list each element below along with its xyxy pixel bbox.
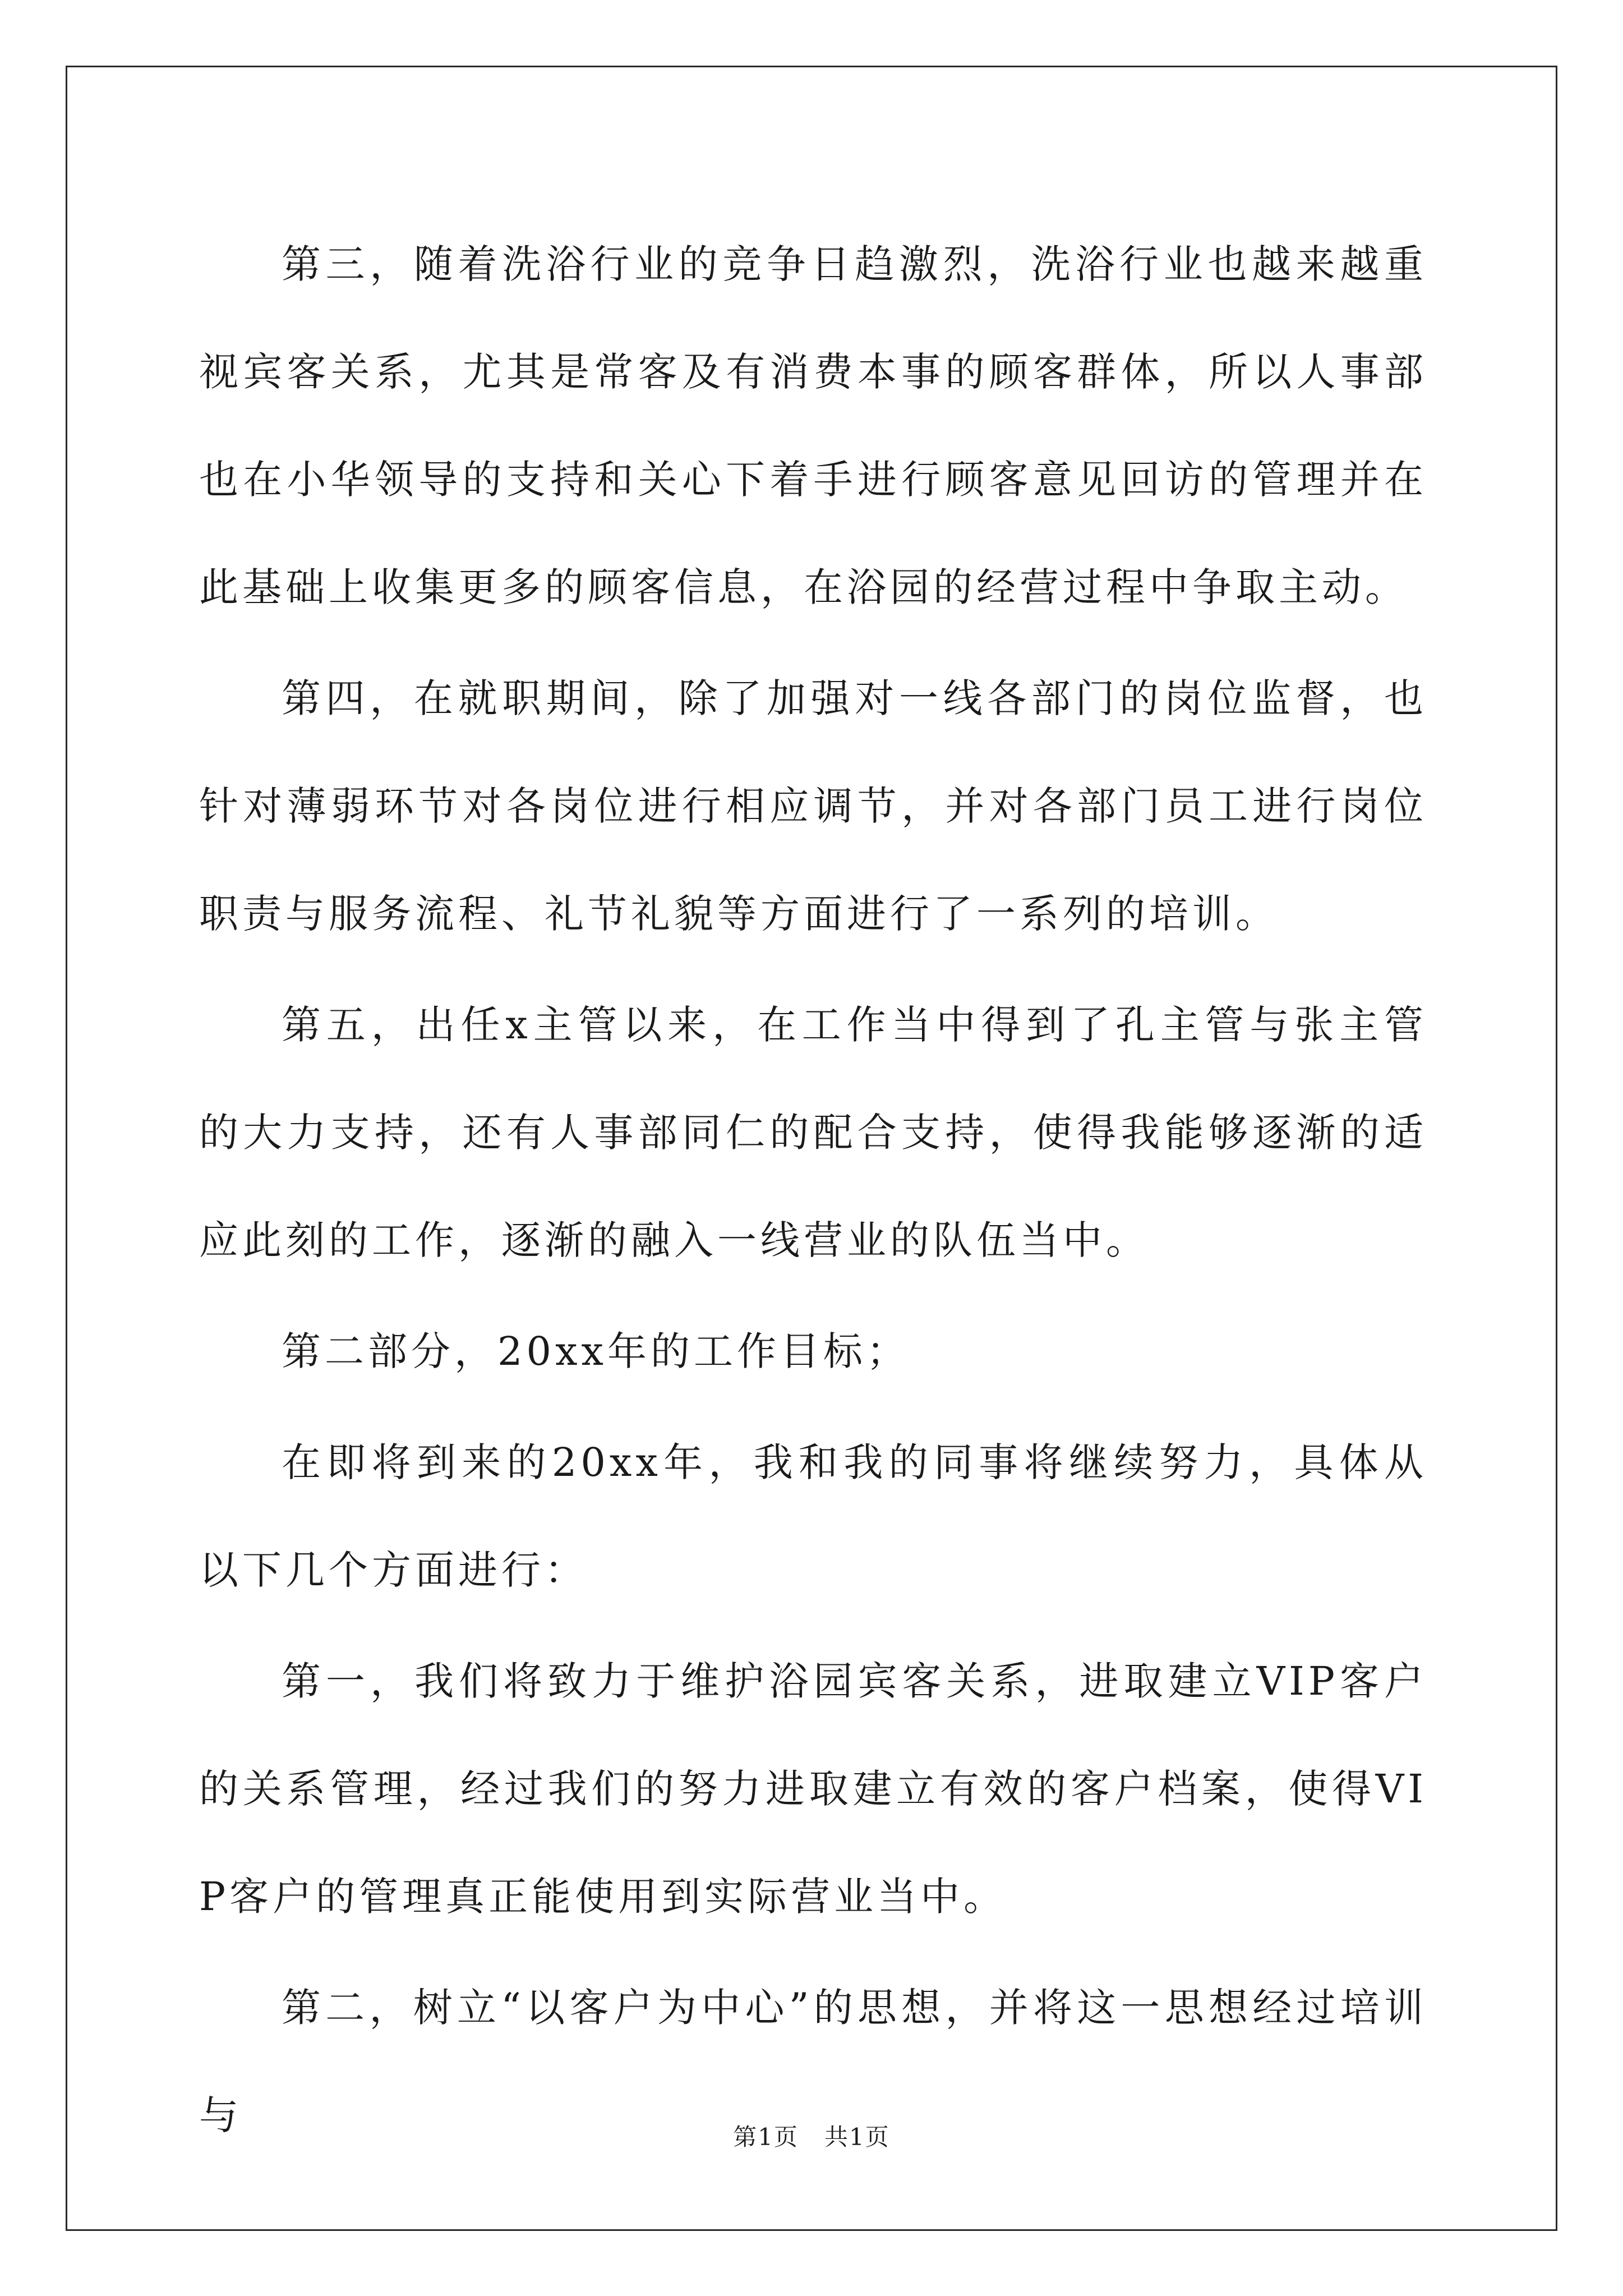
page-number: 第1页 (733, 2123, 799, 2151)
paragraph-3: 第五，出任x主管以来，在工作当中得到了孔主管与张主管的大力支持，还有人事部同仁的配合支持，使得我能够逐渐的适应此刻的工作，逐渐的融入一线营业的队伍当中。 (199, 1002, 1427, 1263)
paragraph-7: 第二，树立“以客户为中心”的思想，并将这一思想经过培训与 (199, 1985, 1427, 2138)
paragraph-4: 第二部分，20xx年的工作目标； (282, 1328, 910, 1374)
paragraph-6: 第一，我们将致力于维护浴园宾客关系，进取建立VIP客户的关系管理，经过我们的努力进取建立有效的客户档案，使得VIP客户的管理真正能使用到实际营业当中。 (199, 1658, 1427, 1920)
page-footer (0, 2119, 1623, 2152)
page-total: 共1页 (824, 2123, 890, 2151)
document-body (199, 210, 1427, 2173)
paragraph-5: 在即将到来的20xx年，我和我的同事将继续努力，具体从以下几个方面进行： (199, 1439, 1427, 1593)
paragraph-2: 第四，在就职期间，除了加强对一线各部门的岗位监督，也针对薄弱环节对各岗位进行相应调节，并对各部门员工进行岗位职责与服务流程、礼节礼貌等方面进行了一系列的培训。 (199, 675, 1427, 937)
paragraph-1: 第三，随着洗浴行业的竞争日趋激烈，洗浴行业也越来越重视宾客关系，尤其是常客及有消费本事的顾客群体，所以人事部也在小华领导的支持和关心下着手进行顾客意见回访的管理并在此基础上收集更多的顾客信息，在浴园的经营过程中争取主动。 (199, 241, 1427, 610)
